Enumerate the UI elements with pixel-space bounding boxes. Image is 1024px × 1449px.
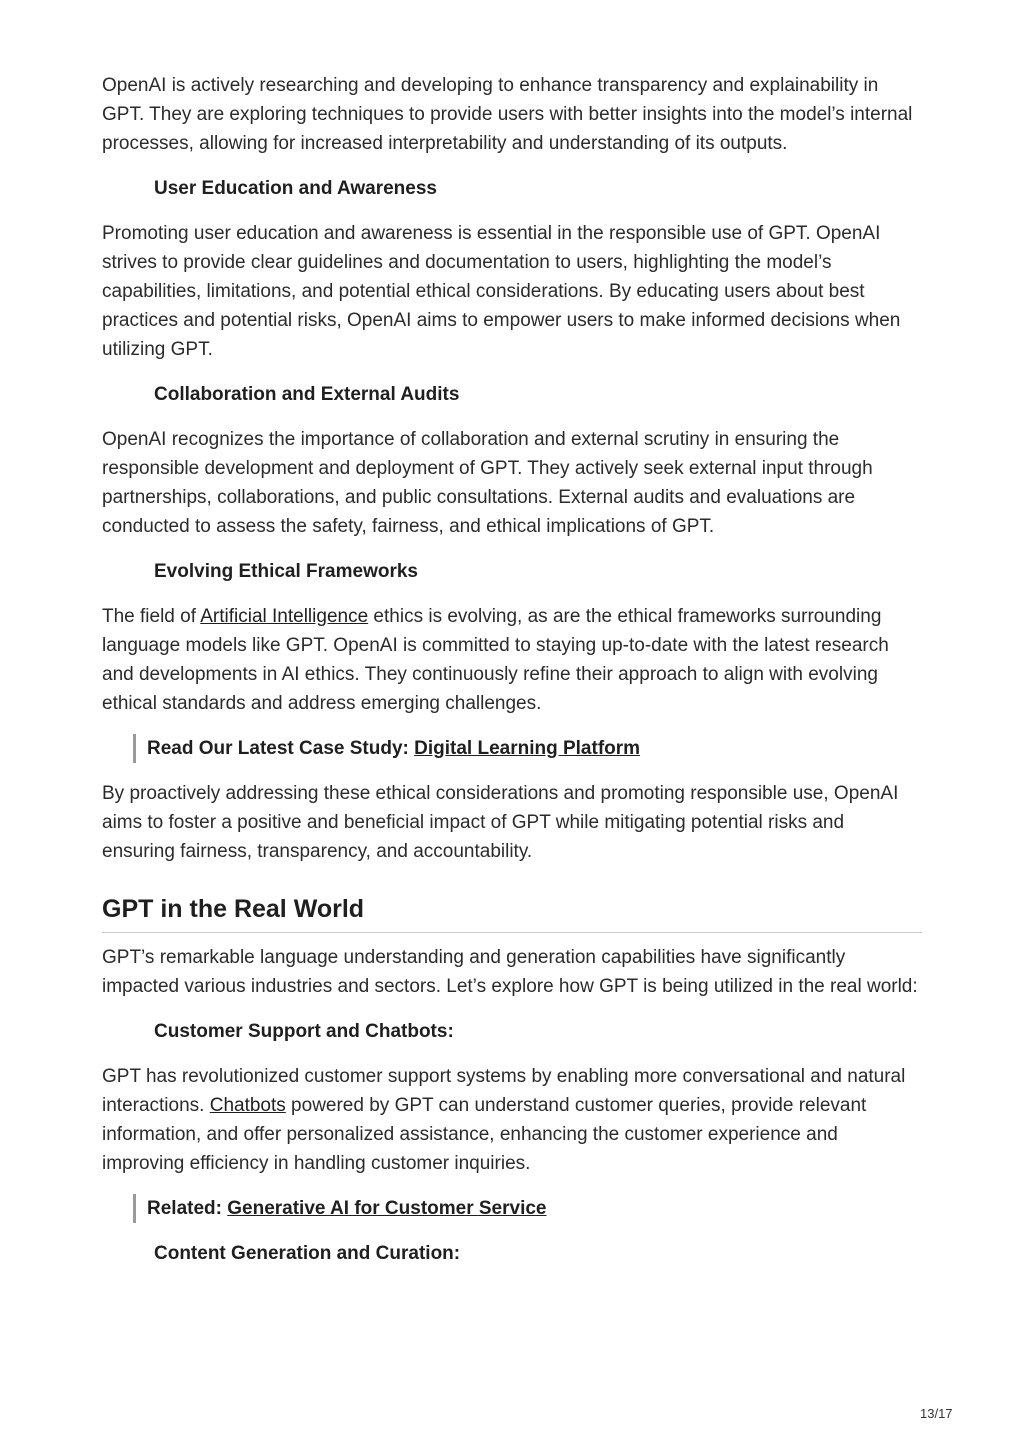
paragraph-transparency: OpenAI is actively researching and developing to enhance transparency and explainability in GPT. They are exploring techniques to provide users with better insights into the model’s internal processes, allowing for increased interpretability and understanding of its outputs. bbox=[102, 75, 913, 154]
paragraph-user-education: Promoting user education and awareness is essential in the responsible use of GPT. OpenAI strives to provide clear guidelines and documentation to users, highlighting the model’s capabilities, limitations, and potential ethical considerations. By educating users about best practices and potential risks, OpenAI aims to empower users to make informed decisions when utilizing GPT. bbox=[102, 223, 901, 360]
callout-label: Read Our Latest Case Study: bbox=[147, 738, 415, 759]
chatbots-link[interactable]: Chatbots bbox=[209, 1095, 286, 1116]
artificial-intelligence-link[interactable]: Artificial Intelligence bbox=[200, 606, 369, 627]
paragraph-conclusion: By proactively addressing these ethical considerations and promoting responsible use, OpenAI aims to foster a positive and beneficial impact of GPT while mitigating potential risks and ensuring fairness, transparency, and accountability. bbox=[102, 783, 899, 862]
subheading-collaboration: Collaboration and External Audits bbox=[154, 384, 460, 405]
subheading-user-education: User Education and Awareness bbox=[154, 178, 437, 199]
paragraph-real-world-intro: GPT’s remarkable language understanding and generation capabilities have significantly impacted various industries and sectors. Let’s explore how GPT is being utilized in the real world: bbox=[102, 947, 918, 997]
section-heading-real-world: GPT in the Real World bbox=[102, 894, 922, 933]
paragraph-evolving-frameworks bbox=[102, 602, 922, 718]
subheading-content-generation: Content Generation and Curation: bbox=[154, 1243, 461, 1264]
case-study-callout bbox=[133, 734, 922, 763]
paragraph-text: The field of bbox=[102, 606, 201, 627]
digital-learning-platform-link[interactable]: Digital Learning Platform bbox=[414, 738, 641, 759]
paragraph-customer-support bbox=[102, 1062, 922, 1178]
paragraph-collaboration: OpenAI recognizes the importance of collaboration and external scrutiny in ensuring the responsible development and deployment of GPT. They actively seek external input through partnerships, collaborations, and public consultations. External audits and evaluations are conducted to assess the safety, fairness, and ethical implications of GPT. bbox=[102, 429, 873, 537]
paragraph-text: ethics is evolving, as are the ethical frameworks surrounding language models like GPT. OpenAI is committed to staying up-to-date with the latest research and developments in AI ethics. They continuously refine their approach to align with evolving ethical standards and address emerging challenges. bbox=[102, 606, 889, 714]
page-number: 13/17 bbox=[920, 1406, 953, 1421]
related-callout bbox=[133, 1194, 922, 1223]
paragraph-text: GPT has revolutionized customer support systems by enabling more conversational and natural interactions. bbox=[102, 1066, 906, 1116]
paragraph-text: powered by GPT can understand customer queries, provide relevant information, and offer personalized assistance, enhancing the customer experience and improving efficiency in handling customer inquiries. bbox=[102, 1095, 867, 1174]
callout-label: Related: bbox=[147, 1198, 228, 1219]
subheading-customer-support: Customer Support and Chatbots: bbox=[154, 1021, 454, 1042]
subheading-evolving-frameworks: Evolving Ethical Frameworks bbox=[154, 561, 418, 582]
generative-ai-customer-service-link[interactable]: Generative AI for Customer Service bbox=[227, 1198, 547, 1219]
document-page bbox=[102, 71, 922, 1284]
